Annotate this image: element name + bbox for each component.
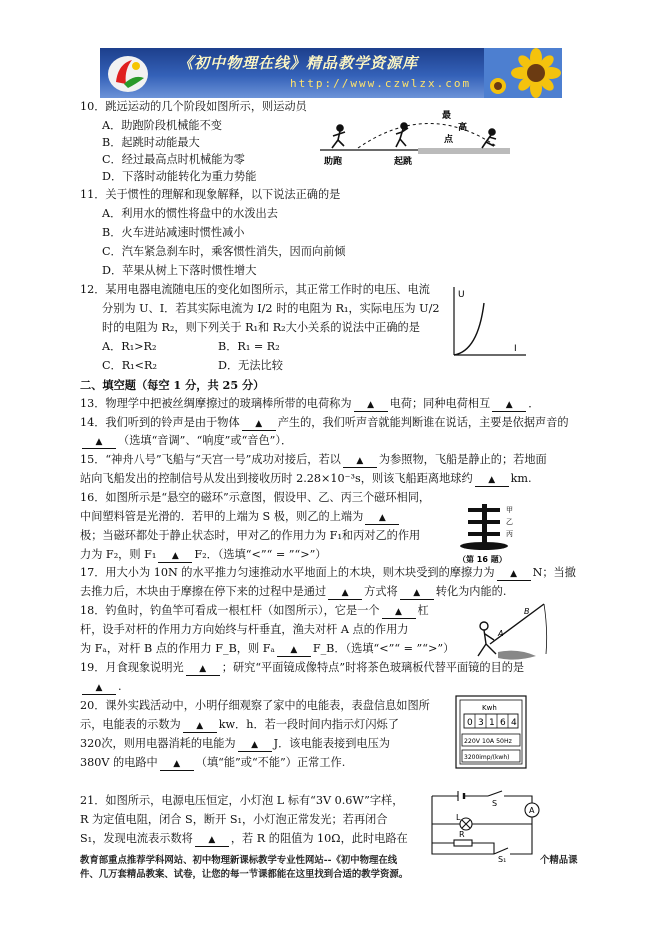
q17-line-1: 17．用大小为 10N 的水平推力匀速推动水平地面上的木块，则木块受到的摩擦力为 ▲ N；当撤 [80,566,576,579]
runner-icon [332,125,345,148]
q12-option-c: C．R₁<R₂ [102,359,157,372]
lamp-l-label: L [456,813,461,822]
blank-q18-2[interactable]: ▲ [277,644,311,657]
q15-line-2: 站向飞船发出的控制信号从发出到接收历时 2.28×10⁻³s，则该飞船距离地球约 ▲ km. [80,472,532,485]
circuit-figure [428,790,544,862]
q11-option-c: C．汽车紧急刹车时，乘客惯性消失，因而向前倾 [102,245,346,258]
ammeter-a-label: A [529,806,535,815]
blank-q17-2[interactable]: ▲ [328,587,362,600]
long-jump-figure [318,106,514,170]
blank-q17-1[interactable]: ▲ [497,568,531,581]
point-b-label: B [524,607,530,616]
meter-unit: Kwh [482,704,497,712]
blank-q21-1[interactable]: ▲ [195,834,229,847]
banner-url[interactable]: http://www.czwlzx.com [290,77,472,90]
q19-line-1: 19．月食现象说明光 ▲ ；研究“平面镜成像特点”时将茶色玻璃板代替平面镜的目的是 [80,661,525,674]
resistor-r-label: R [459,830,465,839]
meter-rate: 3200imp/(kwh) [464,754,510,761]
q11-option-a: A．利用水的惯性将盘中的水泼出去 [102,207,278,220]
label-jump: 起跳 [394,157,413,167]
q10-option-a: A．助跑阶段机械能不变 [102,119,222,132]
meter-spec: 220V 10A 50Hz [464,738,512,745]
meter-digit-3: 1 [489,718,495,728]
jumper-icon [396,123,408,147]
ring-bing: 丙 [506,530,513,538]
q20-line-4: 380V 的电路中 ▲ （填“能”或“不能”）正常工作. [80,756,346,769]
header-banner [100,48,562,98]
energy-meter-figure [454,694,528,770]
blank-q20-2[interactable]: ▲ [238,739,272,752]
q12-option-d: D．无法比较 [218,359,283,372]
q21-line-2: R 为定值电阻，闭合 S，断开 S₁，小灯泡正常发光；若再闭合 [80,813,388,826]
meter-digit-5: 4 [511,718,517,728]
switch-s1-label: S₁ [498,855,507,862]
footer-line-2: 件、几万套精品教案、试卷，让您的每一节课都能在这里找到合适的教学资源。 [80,869,409,880]
q17-line-2: 去推力后，木块由于摩擦在停下来的过程中是通过 ▲ 方式将 ▲ 转化为内能的. [80,585,507,598]
label-top-2: 高 [458,123,468,133]
axis-u-label: U [458,290,465,300]
q11-option-d: D．苹果从树上下落时惯性增大 [102,264,257,277]
blank-q13-2[interactable]: ▲ [492,399,526,412]
blank-q17-3[interactable]: ▲ [400,587,434,600]
q16-line-1: 16．如图所示是“悬空的磁环”示意图，假设甲、乙、丙三个磁环相同， [80,491,431,504]
fishing-figure [470,600,552,664]
label-top-3: 点 [444,135,454,145]
q16-line-4: 力为 F₂，则 F₁ ▲ F₂．（选填“<”“ = ”“>”） [80,548,327,561]
switch-s-label: S [492,799,498,808]
banner-title: 《初中物理在线》精品教学资源库 [178,54,419,72]
q20-line-2: 示，电能表的示数为 ▲ kw．h．若一段时间内指示灯闪烁了 [80,718,399,731]
axis-i-label: I [514,344,517,354]
blank-q13-1[interactable]: ▲ [354,399,388,412]
q11-stem: 11．关于惯性的理解和现象解释，以下说法正确的是 [80,188,341,201]
q18-line-2: 杆，设手对杆的作用力方向始终与杆垂直，渔夫对杆 A 点的作用力 [80,623,409,636]
q16-caption: （第 16 题） [458,555,507,564]
label-top-1: 最 [442,111,452,121]
blank-q19-2[interactable]: ▲ [82,682,116,695]
blank-q19-1[interactable]: ▲ [186,663,220,676]
footer-line-1-tail: 个精品课 [540,855,578,866]
q14-line-1: 14．我们听到的铃声是由于物体 ▲ 产生的，我们听声音就能判断谁在说话，主要是依据声音的 [80,416,569,429]
meter-digit-4: 6 [500,718,506,728]
q14-line-2: ▲ （选填“音调”、“响度”或“音色”）． [80,434,292,449]
blank-q14-2[interactable]: ▲ [82,436,116,449]
q15-line-1: 15．“神舟八号”飞船与“天宫一号”成功对接后，若以 ▲ 为参照物，飞船是静止的；若地面 [80,453,547,466]
q13-line: 13．物理学中把被丝绸摩擦过的玻璃棒所带的电荷称为 ▲ 电荷；同种电荷相互 ▲ ． [80,397,540,410]
site-logo-icon [106,52,150,94]
q12-option-a: A．R₁>R₂ [102,340,157,353]
label-run: 助跑 [324,157,343,167]
q16-line-2: 中间塑料管是光滑的．若甲的上端为 S 极，则乙的上端为 ▲ [80,510,401,525]
magnetic-rings-figure [456,498,526,566]
q10-option-b: B．起跳时动能最大 [102,136,200,149]
q12-line-3: 时的电阻为 R₂，则下列关于 R₁和 R₂大小关系的说法中正确的是 [102,321,420,334]
q12-line-1: 12．某用电器电流随电压的变化如图所示，其正常工作时的电压、电流 [80,283,430,296]
q16-line-3: 极；当磁环都处于静止状态时，甲对乙的作用力为 F₁和丙对乙的作用 [80,529,421,542]
fisherman-icon [478,622,496,656]
blank-q20-1[interactable]: ▲ [183,720,217,733]
q10-option-c: C．经过最高点时机械能为零 [102,153,245,166]
section-fill-in-title: 二、填空题（每空 1 分，共 25 分） [80,378,265,392]
footer-line-1: 教育部重点推荐学科网站、初中物理新课标教学专业性网站--《初中物理在线 [80,855,398,866]
q18-line-3: 为 Fₐ，对杆 B 点的作用力 F_B，则 Fₐ ▲ F_B．（选填“<”“ = ”“>”） [80,642,455,655]
ring-jia: 甲 [506,506,513,514]
blank-q14-1[interactable]: ▲ [242,418,276,431]
sunflower-icon [484,48,562,98]
q21-line-3: S₁，发现电流表示数将 ▲ ，若 R 的阻值为 10Ω，此时电路在 [80,832,408,845]
blank-q18-1[interactable]: ▲ [382,606,416,619]
q20-line-3: 320次，则用电器消耗的电能为 ▲ J．该电能表接到电压为 [80,737,390,750]
blank-q16-1[interactable]: ▲ [365,512,399,525]
blank-q15-1[interactable]: ▲ [343,455,377,468]
meter-digit-1: 0 [467,718,473,728]
ring-yi: 乙 [506,518,513,526]
q12-option-b: B．R₁ = R₂ [218,340,280,353]
q12-line-2: 分别为 U、I．若其实际电流为 I/2 时的电阻为 R₁，实际电压为 U/2 [102,302,440,315]
point-a-label: A [498,629,504,638]
q20-line-1: 20．课外实践活动中，小明仔细观察了家中的电能表，表盘信息如图所 [80,699,430,712]
q21-line-1: 21．如图所示，电源电压恒定，小灯泡 L 标有“3V 0.6W”字样， [80,794,404,807]
iu-graph [448,283,530,363]
q19-line-2: ▲ . [80,680,122,695]
blank-q15-2[interactable]: ▲ [475,474,509,487]
blank-q20-3[interactable]: ▲ [160,758,194,771]
meter-digit-2: 3 [478,718,484,728]
blank-q16-2[interactable]: ▲ [158,550,192,563]
q11-option-b: B．火车进站减速时惯性减小 [102,226,245,239]
q10-stem: 10．跳远运动的几个阶段如图所示，则运动员 [80,100,307,113]
q18-line-1: 18．钓鱼时，钓鱼竿可看成一根杠杆（如图所示），它是一个 ▲ 杠 [80,604,429,617]
q10-option-d: D．下落时动能转化为重力势能 [102,170,257,183]
